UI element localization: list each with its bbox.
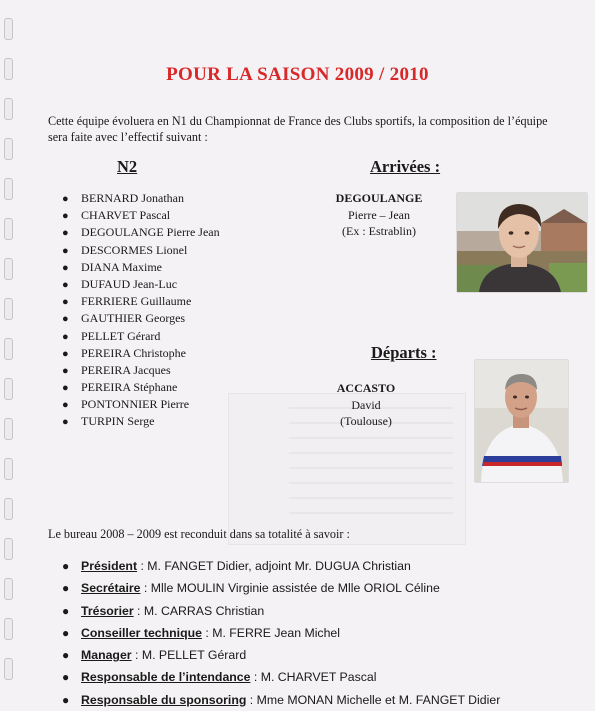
binder-holes	[4, 0, 16, 709]
bullet-icon: ●	[62, 692, 70, 707]
arrival-surname: DEGOULANGE	[335, 191, 423, 205]
role-separator: :	[140, 581, 151, 596]
list-item	[62, 689, 500, 711]
binder-ring	[4, 338, 13, 360]
role-separator: :	[201, 625, 213, 640]
binder-ring	[4, 18, 13, 40]
departure-new-club: (Toulouse)	[340, 414, 392, 428]
member-name: Mme MONAN Michelle et M. FANGET Didier	[256, 692, 501, 707]
portrait-young-man-image	[457, 193, 587, 292]
bullet-icon: ●	[62, 296, 69, 309]
page-title: POUR LA SAISON 2009 / 2010	[166, 64, 429, 85]
binder-ring	[4, 178, 13, 200]
list-item	[62, 293, 220, 310]
bullet-icon: ●	[62, 625, 70, 640]
member-name: Mlle MOULIN Virginie assistée de Mlle ORIOL Céline	[150, 581, 440, 596]
bullet-icon: ●	[62, 416, 69, 429]
bullet-icon: ●	[62, 193, 69, 205]
role-label: Président	[81, 559, 138, 573]
member-name: M. CHARVET Pascal	[260, 670, 377, 685]
list-item	[62, 622, 500, 644]
list-item	[62, 577, 500, 599]
bullet-icon: ●	[62, 330, 69, 343]
member-name: M. PELLET Gérard	[141, 648, 247, 663]
bureau-list	[62, 555, 500, 711]
list-item	[62, 207, 220, 224]
list-item	[62, 396, 220, 413]
bullet-icon: ●	[62, 559, 70, 573]
player-name: PEREIRA Stéphane	[81, 380, 178, 395]
bullet-icon: ●	[62, 278, 69, 291]
binder-ring	[4, 138, 13, 160]
list-item	[62, 413, 220, 430]
bullet-icon: ●	[62, 670, 70, 685]
n2-heading: N2	[117, 157, 138, 176]
bureau-intro: Le bureau 2008 – 2009 est reconduit dans sa totalité à savoir :	[48, 527, 350, 541]
member-name: M. FANGET Didier, adjoint Mr. DUGUA Christian	[147, 559, 411, 573]
player-name: DUFAUD Jean-Luc	[81, 276, 178, 291]
list-item	[62, 242, 220, 259]
binder-ring	[4, 298, 13, 320]
role-separator: :	[131, 648, 142, 663]
player-name: TURPIN Serge	[81, 414, 155, 429]
arrival-info	[326, 190, 432, 240]
binder-ring	[4, 378, 13, 400]
role-separator: :	[137, 559, 148, 573]
player-name: FERRIERE Guillaume	[81, 294, 192, 309]
list-item	[62, 666, 500, 688]
bullet-icon: ●	[62, 603, 70, 618]
departure-info	[326, 380, 406, 430]
role-label: Responsable du sponsoring	[81, 692, 247, 707]
role-label: Conseiller technique	[81, 625, 202, 640]
binder-ring	[4, 578, 13, 600]
list-item	[62, 310, 220, 327]
departure-photo	[475, 360, 568, 482]
arrival-former-club: (Ex : Estrablin)	[342, 224, 416, 238]
bullet-icon: ●	[62, 364, 69, 377]
binder-ring	[4, 98, 13, 120]
list-item	[62, 345, 220, 362]
player-name: BERNARD Jonathan	[81, 191, 184, 205]
bullet-icon: ●	[62, 210, 69, 223]
list-item	[62, 644, 500, 666]
binder-ring	[4, 458, 13, 480]
bullet-icon: ●	[62, 382, 69, 395]
arrival-firstname: Pierre – Jean	[348, 207, 410, 222]
player-name: DESCORMES Lionel	[81, 242, 188, 257]
list-item	[62, 276, 220, 293]
list-item	[62, 224, 220, 241]
list-item	[62, 259, 220, 276]
binder-ring	[4, 418, 13, 440]
member-name: M. FERRE Jean Michel	[212, 625, 340, 640]
binder-ring	[4, 618, 13, 640]
departures-heading: Départs :	[371, 343, 437, 362]
intro-paragraph: Cette équipe évoluera en N1 du Championnat de France des Clubs sportifs, la composition de l’équipe sera faite avec l’effectif suivant :	[48, 114, 548, 144]
role-label: Responsable de l’intendance	[81, 670, 251, 685]
bullet-icon: ●	[62, 399, 69, 412]
player-name: DEGOULANGE Pierre Jean	[81, 225, 220, 240]
player-name: PEREIRA Christophe	[81, 345, 187, 360]
bullet-icon: ●	[62, 313, 69, 326]
bullet-icon: ●	[62, 227, 69, 240]
list-item	[62, 379, 220, 396]
player-name: GAUTHIER Georges	[81, 311, 186, 326]
bullet-icon: ●	[62, 648, 70, 663]
role-separator: :	[133, 603, 144, 618]
player-name: PEREIRA Jacques	[81, 362, 171, 377]
role-label: Secrétaire	[81, 581, 141, 596]
list-item	[62, 190, 220, 207]
bullet-icon: ●	[62, 244, 69, 257]
departure-surname: ACCASTO	[336, 381, 396, 395]
binder-ring	[4, 218, 13, 240]
bullet-icon: ●	[62, 261, 69, 274]
n2-roster	[62, 190, 220, 431]
list-item	[62, 362, 220, 379]
departure-firstname: David	[351, 397, 381, 412]
role-label: Trésorier	[81, 603, 134, 618]
player-name: PELLET Gérard	[81, 328, 161, 343]
player-name: DIANA Maxime	[81, 259, 162, 274]
list-item	[62, 328, 220, 345]
binder-ring	[4, 538, 13, 560]
member-name: M. CARRAS Christian	[143, 603, 265, 618]
binder-ring	[4, 258, 13, 280]
arrival-photo	[457, 193, 587, 292]
binder-ring	[4, 498, 13, 520]
bullet-icon: ●	[62, 347, 69, 360]
player-name: PONTONNIER Pierre	[81, 397, 190, 412]
binder-ring	[4, 658, 13, 680]
portrait-man-image	[475, 360, 568, 482]
player-name: CHARVET Pascal	[81, 208, 171, 223]
role-label: Manager	[81, 648, 132, 663]
role-separator: :	[250, 670, 261, 685]
arrivals-heading: Arrivées :	[370, 157, 441, 176]
list-item	[62, 555, 500, 577]
bullet-icon: ●	[62, 581, 70, 596]
show-through-text	[95, 34, 545, 56]
role-separator: :	[246, 692, 257, 707]
list-item	[62, 600, 500, 622]
